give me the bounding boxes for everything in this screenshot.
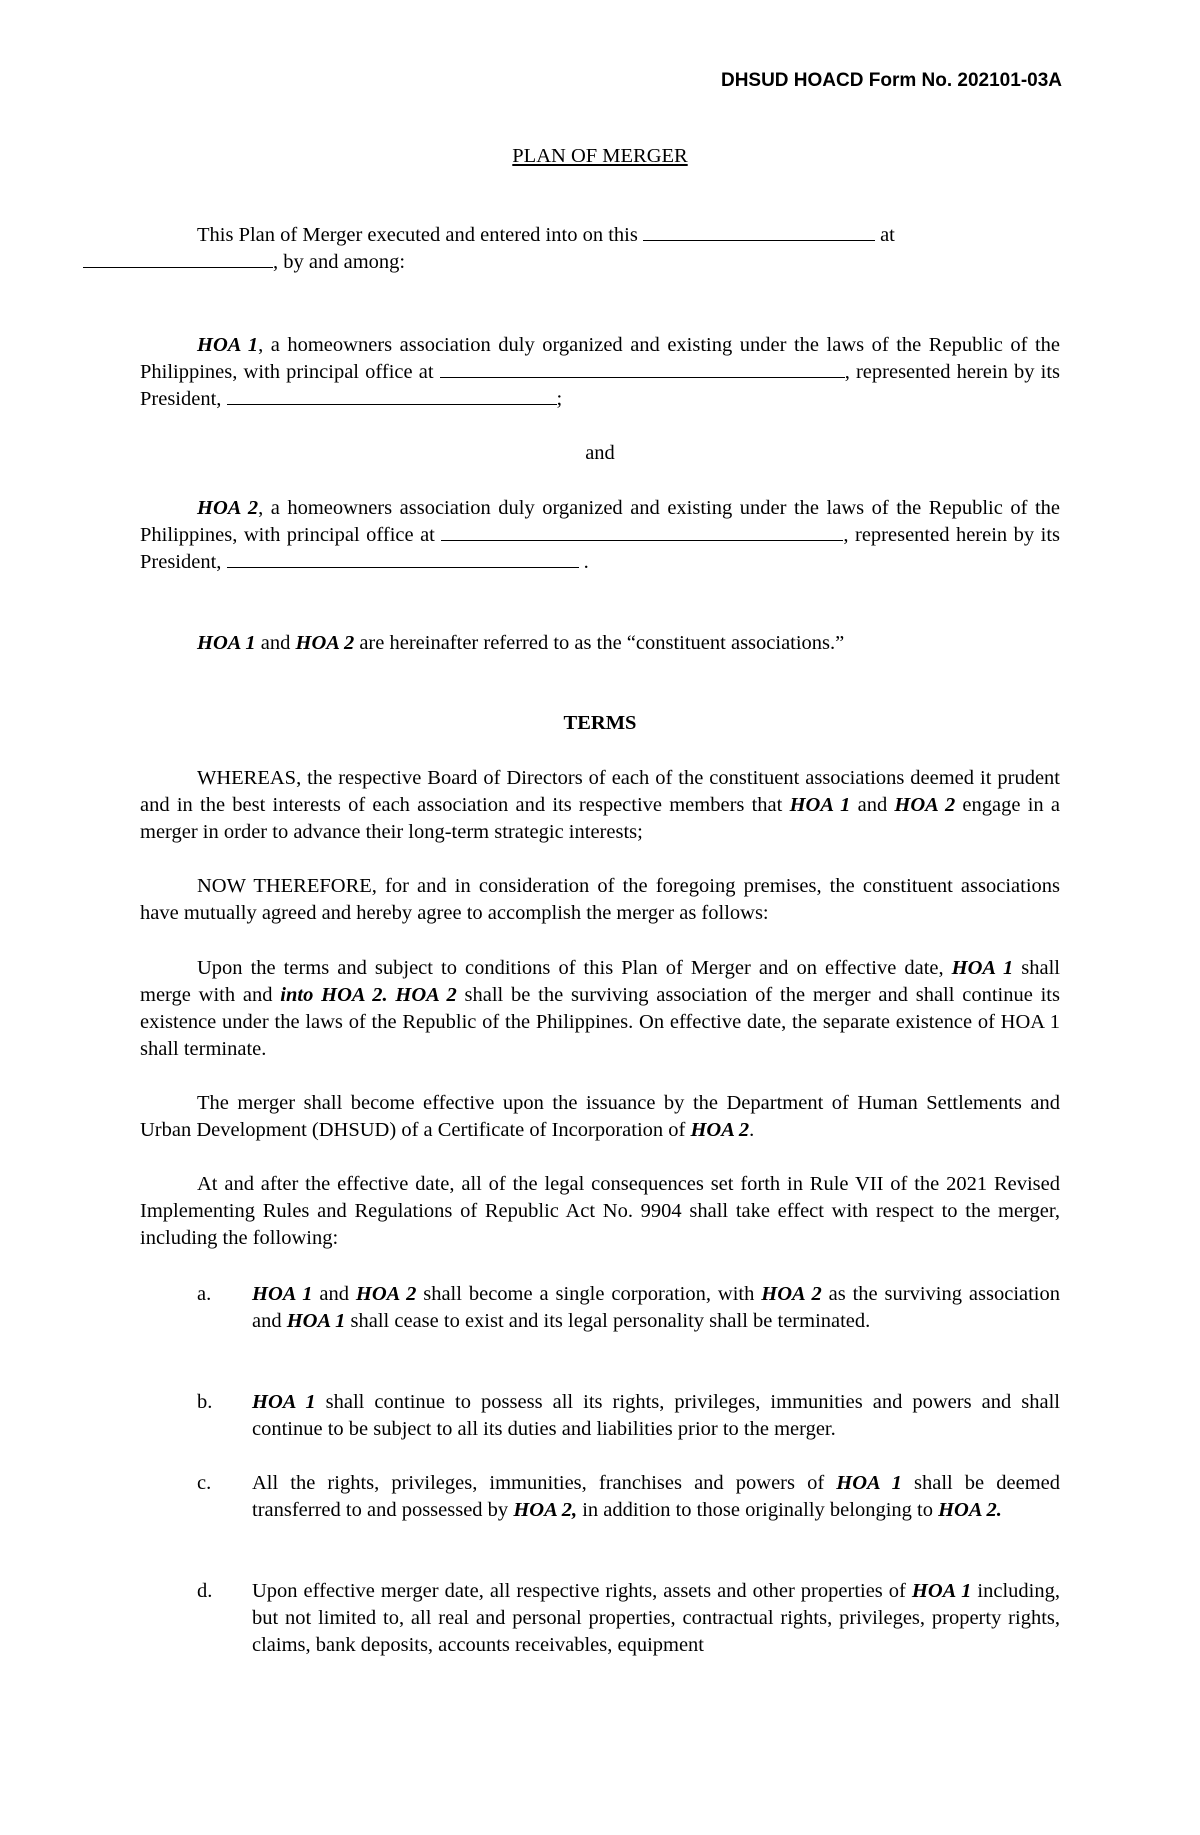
hoa1-president-blank[interactable] bbox=[227, 386, 557, 405]
effective-paragraph: The merger shall become effective upon the issuance by the Department of Human Settlements and Urban Development (DHSUD) of a Certificate of Incorporation of HOA 2. bbox=[140, 1092, 1060, 1141]
hoa1-office-blank[interactable] bbox=[440, 359, 845, 378]
hoa2-office-blank[interactable] bbox=[441, 522, 843, 541]
document-title: PLAN OF MERGER bbox=[512, 145, 688, 167]
and-separator: and bbox=[585, 442, 615, 464]
hoa2-paragraph: HOA 2, a homeowners association duly organized and existing under the laws of the Republic of the Philippines, with principal office at , represented herein by its President, . bbox=[140, 497, 1061, 573]
intro-paragraph: This Plan of Merger executed and entered into on this at , by and among: bbox=[140, 222, 1060, 276]
list-item-a: a. HOA 1 and HOA 2 shall become a single corporation, with HOA 2 as the surviving association and HOA 1 shall cease to exist and its legal personality shall be terminated. bbox=[197, 1283, 1060, 1332]
upon-terms-paragraph: Upon the terms and subject to conditions of this Plan of Merger and on effective date, HOA 1 shall merge with and into HOA 2. HOA 2 shall be the surviving association of the merger and shall continue its existence under the laws of the Republic of the Philippines. On effective date, the separate existence of HOA 1 shall terminate. bbox=[140, 957, 1061, 1060]
list-item-d: d. Upon effective merger date, all respective rights, assets and other properties of HOA 1 including, but not limited to, all real and personal properties, contractual rights, privileges, property rights, claims, bank deposits, accounts receivables, equipment bbox=[197, 1580, 1060, 1656]
place-blank[interactable] bbox=[83, 249, 273, 268]
date-blank[interactable] bbox=[643, 222, 875, 241]
now-therefore-paragraph: NOW THEREFORE, for and in consideration of the foregoing premises, the constituent associations have mutually agreed and hereby agree to accomplish the merger as follows: bbox=[140, 875, 1060, 924]
terms-heading: TERMS bbox=[563, 712, 637, 734]
referral-paragraph: HOA 1 and HOA 2 are hereinafter referred to as the “constituent associations.” bbox=[197, 632, 845, 654]
hoa1-paragraph: HOA 1, a homeowners association duly organized and existing under the laws of the Republic of the Philippines, with principal office at , represented herein by its President, ; bbox=[140, 334, 1060, 410]
whereas-paragraph: WHEREAS, the respective Board of Directors of each of the constituent associations deemed it prudent and in the best interests of each association and its respective members that HOA 1 and HOA 2 engage in a merger in order to advance their long-term strategic interests; bbox=[140, 767, 1060, 843]
after-effective-paragraph: At and after the effective date, all of the legal consequences set forth in Rule VII of the 2021 Revised Implementing Rules and Regulations of Republic Act No. 9904 shall take effect with respect to the merger, including the following: bbox=[140, 1173, 1060, 1249]
hoa2-president-blank[interactable] bbox=[227, 549, 579, 568]
form-number: DHSUD HOACD Form No. 202101-03A bbox=[720, 70, 1062, 91]
list-item-c: c. All the rights, privileges, immunities, franchises and powers of HOA 1 shall be deemed transferred to and possessed by HOA 2, in addition to those originally belonging to HOA 2. bbox=[197, 1472, 1060, 1521]
list-item-b: b. HOA 1 shall continue to possess all its rights, privileges, immunities and powers and shall continue to be subject to all its duties and liabilities prior to the merger. bbox=[197, 1391, 1060, 1440]
